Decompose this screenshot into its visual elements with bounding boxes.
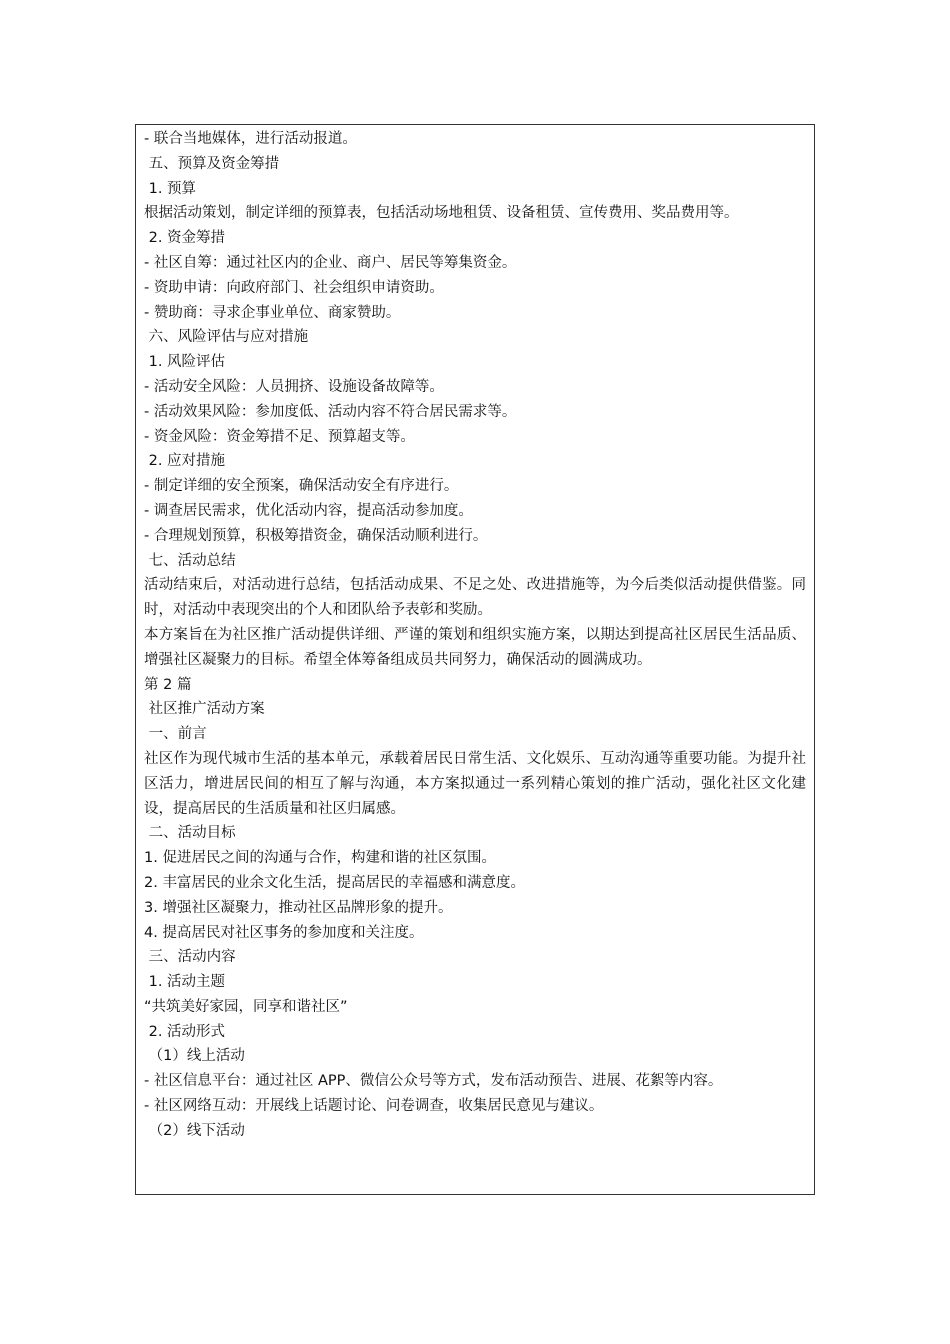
paragraph: 本方案旨在为社区推广活动提供详细、严谨的策划和组织实施方案，以期达到提高社区居民生活品质、增强社区凝聚力的目标。希望全体筹备组成员共同努力，确保活动的圆满成功。 (144, 626, 806, 668)
text-line: - 合理规划预算，积极筹措资金，确保活动顺利进行。 (144, 527, 488, 544)
subsection-heading: （2）线下活动 (144, 1122, 245, 1139)
text-line: - 社区信息平台：通过社区 APP、微信公众号等方式，发布活动预告、进展、花絮等内容。 (144, 1073, 723, 1090)
section-heading: 二、活动目标 (144, 825, 236, 842)
paragraph: 活动结束后，对活动进行总结，包括活动成果、不足之处、改进措施等，为今后类似活动提供借鉴。同时，对活动中表现突出的个人和团队给予表彰和奖励。 (144, 577, 806, 619)
subsection-heading: 1. 预算 (144, 180, 197, 197)
list-item: 1. 促进居民之间的沟通与合作，构建和谐的社区氛围。 (144, 850, 496, 867)
section-heading: 五、预算及资金筹措 (144, 155, 280, 172)
subsection-heading: 2. 应对措施 (144, 453, 226, 470)
subsection-heading: 1. 活动主题 (144, 974, 226, 991)
document-title: 社区推广活动方案 (144, 701, 265, 718)
text-line: - 资金风险：资金筹措不足、预算超支等。 (144, 428, 415, 445)
paragraph: 社区作为现代城市生活的基本单元，承载着居民日常生活、文化娱乐、互动沟通等重要功能。为提升社区活力，增进居民间的相互了解与沟通，本方案拟通过一系列精心策划的推广活动，强化社区文化建设，提高居民的生活质量和社区归属感。 (144, 750, 806, 817)
list-item: 3. 增强社区凝聚力，推动社区品牌形象的提升。 (144, 899, 453, 916)
section-heading: 一、前言 (144, 726, 207, 743)
text-line: - 社区自筹：通过社区内的企业、商户、居民等筹集资金。 (144, 254, 517, 271)
text-line: - 赞助商：寻求企事业单位、商家赞助。 (144, 304, 401, 321)
section-heading: 七、活动总结 (144, 552, 236, 569)
text-line: - 活动安全风险：人员拥挤、设施设备故障等。 (144, 378, 444, 395)
text-line: - 制定详细的安全预案，确保活动安全有序进行。 (144, 478, 459, 495)
list-item: 4. 提高居民对社区事务的参加度和关注度。 (144, 924, 424, 941)
text-line: - 调查居民需求，优化活动内容，提高活动参加度。 (144, 502, 473, 519)
subsection-heading: 2. 资金筹措 (144, 230, 226, 247)
paragraph: 根据活动策划，制定详细的预算表，包括活动场地租赁、设备租赁、宣传费用、奖品费用等。 (144, 205, 739, 222)
section-heading: 六、风险评估与应对措施 (144, 329, 309, 346)
text-line: - 社区网络互动：开展线上话题讨论、问卷调查，收集居民意见与建议。 (144, 1098, 604, 1115)
part-heading: 第 2 篇 (144, 676, 192, 693)
subsection-heading: 1. 风险评估 (144, 354, 226, 371)
document-frame (135, 124, 815, 1195)
section-heading: 三、活动内容 (144, 949, 236, 966)
text-line: “共筑美好家园，同享和谐社区” (144, 998, 348, 1015)
text-line: - 活动效果风险：参加度低、活动内容不符合居民需求等。 (144, 403, 517, 420)
text-line: - 联合当地媒体，进行活动报道。 (144, 131, 357, 147)
text-line: - 资助申请：向政府部门、社会组织申请资助。 (144, 279, 444, 296)
subsection-heading: 2. 活动形式 (144, 1023, 226, 1040)
subsection-heading: （1）线上活动 (144, 1048, 245, 1065)
list-item: 2. 丰富居民的业余文化生活，提高居民的幸福感和满意度。 (144, 874, 525, 891)
